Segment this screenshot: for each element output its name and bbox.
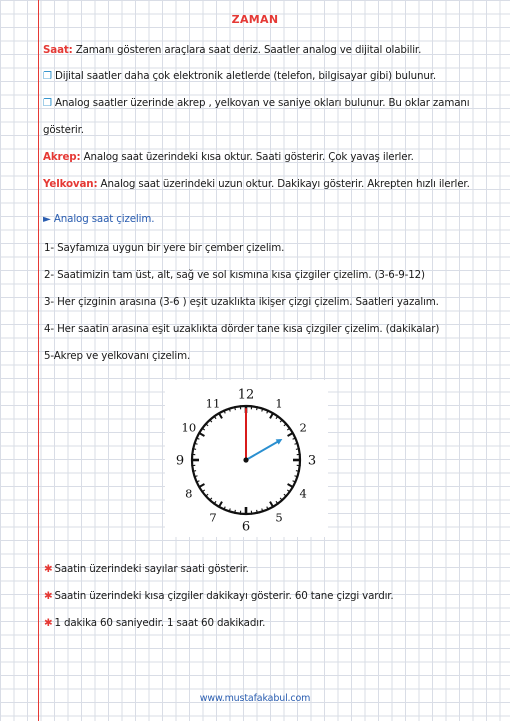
- section-heading-text: Analog saat çizelim.: [53, 213, 155, 225]
- akrep-definition: [43, 151, 414, 163]
- step-3: 3- Her çizginin arasına (3-6 ) eşit uzaklıkta ikişer çizgi çizelim. Saatleri yazalım.: [44, 296, 439, 308]
- analog-line: [43, 97, 469, 109]
- step-4: 4- Her saatin arasına eşit uzaklıkta dörder tane kısa çizgiler çizelim. (dakikalar): [44, 323, 440, 335]
- section-heading: [43, 213, 154, 225]
- margin-line: [38, 0, 39, 721]
- clock-number-3: 3: [307, 453, 317, 469]
- clock-number-7: 7: [209, 510, 217, 525]
- clock-number-6: 6: [241, 519, 251, 535]
- clock-center-dot: [243, 457, 248, 462]
- analog-clock: [165, 380, 328, 537]
- yelkovan-definition: [43, 178, 470, 190]
- clock-number-11: 11: [205, 396, 221, 411]
- akrep-text: Analog saat üzerindeki kısa oktur. Saati gösterir. Çok yavaş ilerler.: [80, 151, 414, 163]
- asterisk-bullet-icon: ✱: [44, 563, 53, 575]
- checkbox-bullet-icon: ❐: [43, 71, 52, 82]
- triangle-bullet-icon: ►: [43, 213, 51, 225]
- yelkovan-text: Analog saat üzerindeki uzun oktur. Dakikayı gösterir. Akrepten hızlı ilerler.: [97, 178, 470, 190]
- yelkovan-term: Yelkovan:: [43, 178, 98, 190]
- clock-number-5: 5: [275, 510, 283, 525]
- clock-number-4: 4: [299, 486, 307, 501]
- analog-text: Analog saatler üzerinde akrep , yelkovan ve saniye okları bulunur. Bu oklar zamanı: [51, 97, 470, 109]
- saat-text: Zamanı gösteren araçlara saat deriz. Saatler analog ve dijital olabilir.: [72, 44, 422, 56]
- note-2: [44, 590, 394, 602]
- clock-number-1: 1: [275, 396, 283, 411]
- clock-number-9: 9: [175, 453, 185, 469]
- clock-number-10: 10: [181, 420, 197, 435]
- footer-link[interactable]: www.mustafakabul.com: [199, 693, 311, 704]
- checkbox-bullet-icon: ❐: [43, 98, 52, 109]
- clock-number-12: 12: [237, 387, 255, 403]
- note-1: [44, 563, 249, 575]
- analog-cont: gösterir.: [43, 124, 84, 136]
- saat-term: Saat:: [43, 44, 73, 56]
- saat-definition: [43, 44, 421, 56]
- step-2: 2- Saatimizin tam üst, alt, sağ ve sol kısmına kısa çizgiler çizelim. (3-6-9-12): [44, 269, 425, 281]
- clock-number-8: 8: [185, 486, 193, 501]
- step-5: 5-Akrep ve yelkovanı çizelim.: [44, 350, 191, 362]
- page-title: ZAMAN: [231, 13, 279, 26]
- akrep-term: Akrep:: [43, 151, 81, 163]
- dijital-line: [43, 70, 436, 82]
- clock-svg: [165, 380, 328, 537]
- note-3-text: 1 dakika 60 saniyedir. 1 saat 60 dakikadır.: [54, 617, 266, 629]
- clock-number-2: 2: [299, 420, 307, 435]
- step-1: 1- Sayfamıza uygun bir yere bir çember çizelim.: [44, 242, 285, 254]
- asterisk-bullet-icon: ✱: [44, 590, 53, 602]
- note-1-text: Saatin üzerindeki sayılar saati gösterir.: [54, 563, 249, 575]
- note-3: [44, 617, 265, 629]
- dijital-text: Dijital saatler daha çok elektronik aletlerde (telefon, bilgisayar gibi) bulunur.: [54, 70, 437, 82]
- asterisk-bullet-icon: ✱: [44, 617, 53, 629]
- note-2-text: Saatin üzerindeki kısa çizgiler dakikayı gösterir. 60 tane çizgi vardır.: [54, 590, 394, 602]
